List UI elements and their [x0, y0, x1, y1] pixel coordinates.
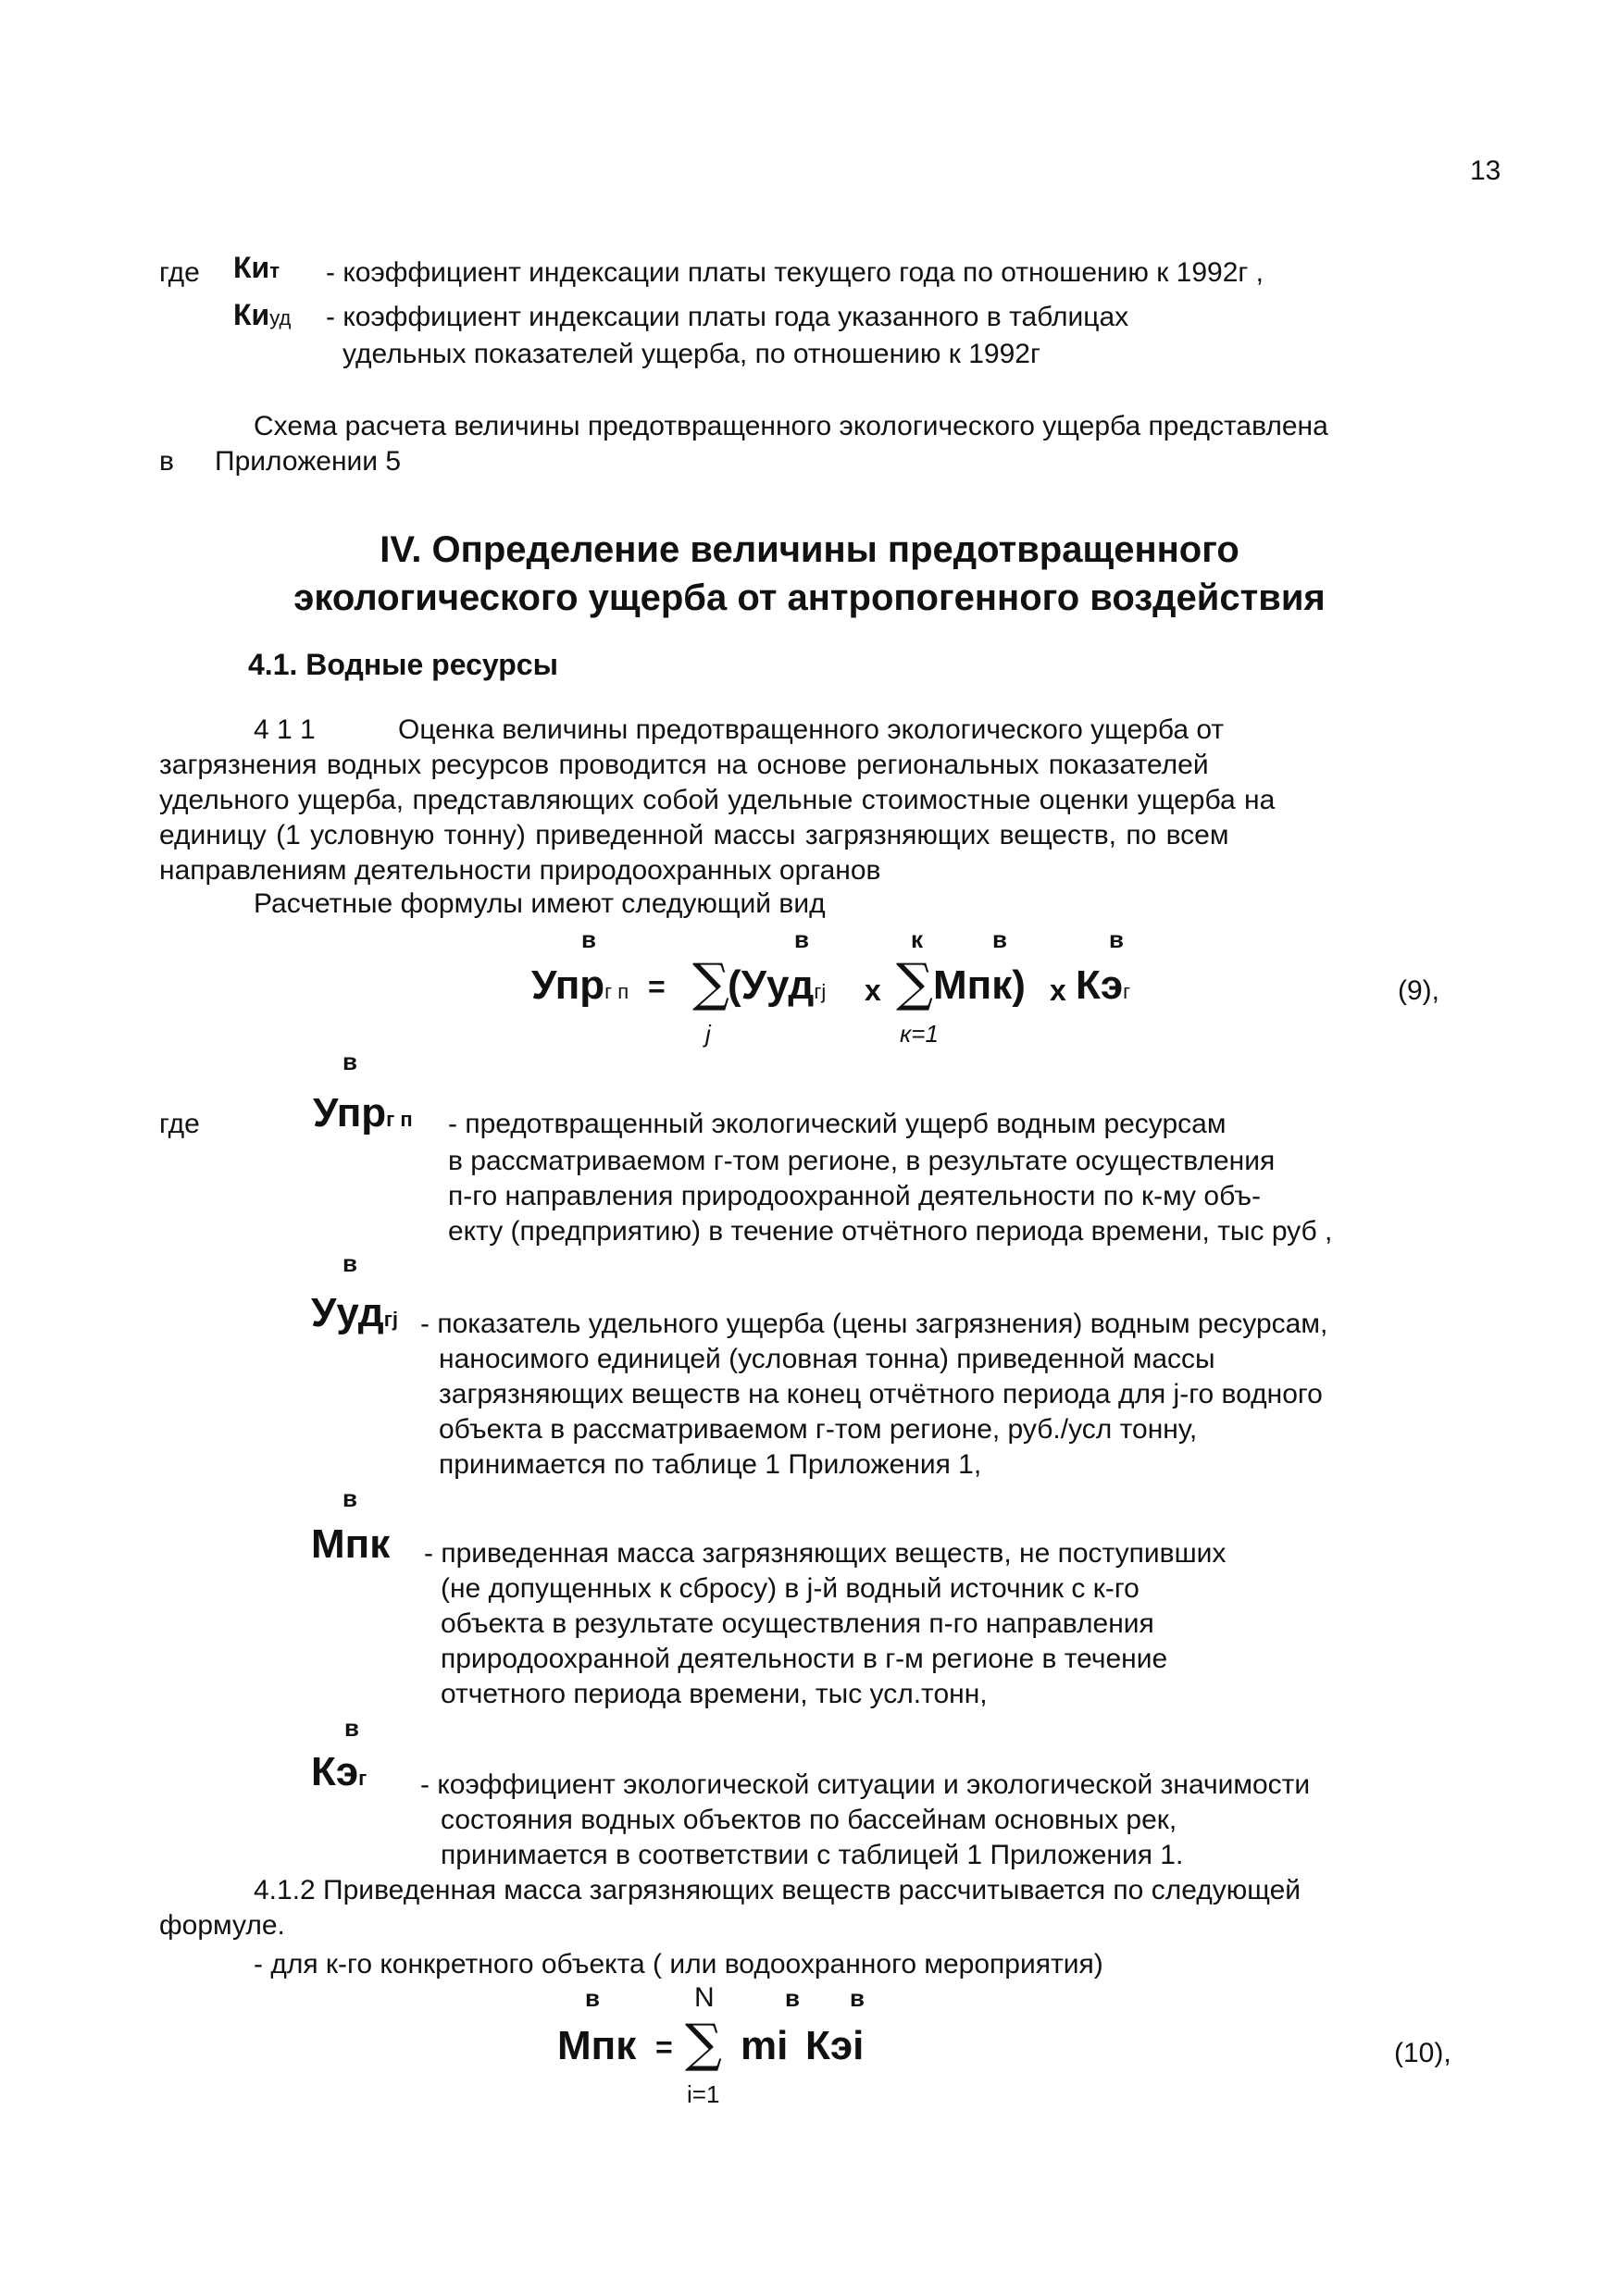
def9-sup-ke: в: [344, 1714, 359, 1742]
def9-symbol-uud: Уудгj: [311, 1290, 398, 1335]
f10-lhs: Мпк: [557, 2023, 637, 2068]
def-symbol-kit: Кит: [233, 251, 280, 284]
f9-term-1: (Уудгj: [728, 962, 827, 1008]
page-number: 13: [1470, 155, 1501, 186]
f9-number: (9),: [1398, 975, 1439, 1006]
section-title-line-1: IV. Определение величины предотвращенного: [380, 529, 1239, 570]
formula-intro: Расчетные формулы имеют следующий вид: [254, 888, 826, 919]
def-text-kiud: - коэффициент индексации платы года указанного в таблицах: [326, 302, 1129, 332]
f10-sup-4: в: [850, 1984, 865, 2012]
para-411-line-4: единицу (1 условную тонну) приведенной массы загрязняющих веществ, по всем: [159, 820, 1229, 850]
def9-ke-line-2: состояния водных объектов по бассейнам основных рек,: [441, 1805, 1177, 1835]
where-label: где: [159, 257, 200, 288]
f9-lhs: Упрг п: [531, 962, 629, 1008]
para-412-line-1: 4.1.2 Приведенная масса загрязняющих веществ рассчитывается по следующей: [254, 1875, 1301, 1905]
f9-sup-1: в: [581, 925, 596, 953]
scheme-line-2: Приложении 5: [215, 446, 402, 477]
f9-eq: =: [648, 970, 666, 1003]
f10-term-2: Кэi: [805, 2023, 865, 2068]
def9-symbol-upr: Упрг п: [313, 1090, 413, 1136]
def-symbol-kiud: Киуд: [233, 298, 292, 331]
section-title-line-2: экологического ущерба от антропогенного воздействия: [293, 577, 1326, 618]
f9-sup-4: в: [992, 925, 1007, 953]
f10-lower: i=1: [687, 2080, 720, 2108]
para-411-num: 4 1 1: [254, 714, 316, 745]
def-text-kit: - коэффициент индексации платы текущего года по отношению к 1992г ,: [326, 257, 1264, 288]
def9-mpk-line-1: - приведенная масса загрязняющих веществ, не поступивших: [424, 1538, 1227, 1569]
def9-uud-line-4: объекта в рассматриваемом г-том регионе, руб./усл тонну,: [439, 1414, 1198, 1445]
para-411-line-2: загрязнения водных ресурсов проводится на основе региональных показателей: [159, 750, 1209, 780]
f9-term-3: Кэг: [1076, 962, 1131, 1008]
def9-uud-line-5: принимается по таблице 1 Приложения 1,: [439, 1449, 982, 1480]
f9-times-1: х: [865, 974, 881, 1007]
f10-number: (10),: [1394, 2038, 1451, 2068]
def9-uud-line-2: наносимого единицей (условная тонна) приведенной массы: [439, 1344, 1215, 1374]
def9-uud-line-1: - показатель удельного ущерба (цены загрязнения) водным ресурсам,: [420, 1309, 1328, 1339]
f10-eq: =: [655, 2030, 673, 2064]
def9-sup-uud: в: [342, 1249, 357, 1277]
f9-lower-1: j: [705, 1020, 711, 1048]
subsection-heading: 4.1. Водные ресурсы: [248, 648, 558, 681]
def9-symbol-mpk: Мпк: [311, 1521, 391, 1567]
bullet-line: - для к-го конкретного объекта ( или водоохранного мероприятия): [254, 1949, 1103, 1980]
def-text-kiud-2: удельных показателей ущерба, по отношению к 1992г: [342, 339, 1040, 369]
def9-upr-line-1: - предотвращенный экологический ущерб водным ресурсам: [448, 1109, 1227, 1139]
f10-sup-2: N: [694, 1982, 715, 2013]
f9-sup-2: в: [794, 925, 809, 953]
scheme-line-1: Схема расчета величины предотвращенного экологического ущерба представлена: [254, 411, 1328, 441]
scheme-line-2-prefix: в: [159, 446, 174, 477]
def9-mpk-line-2: (не допущенных к сбросу) в j-й водный источник с к-го: [441, 1573, 1140, 1604]
para-412-line-2: формуле.: [159, 1910, 285, 1941]
def9-symbol-ke: Кэг: [311, 1749, 367, 1794]
def9-mpk-line-3: объекта в результате осуществления п-го направления: [441, 1608, 1154, 1639]
f9-lower-2: к=1: [900, 1020, 939, 1048]
def9-ke-line-1: - коэффициент экологической ситуации и экологической значимости: [420, 1769, 1311, 1800]
f10-sup-1: в: [585, 1984, 600, 2012]
para-411-line-1: Оценка величины предотвращенного экологического ущерба от: [398, 714, 1225, 745]
where-label-2: где: [159, 1109, 200, 1139]
f9-sup-5: в: [1109, 925, 1124, 953]
para-411-line-5: направлениям деятельности природоохранных органов: [159, 855, 881, 886]
def9-mpk-line-4: природоохранной деятельности в г-м регионе в течение: [441, 1644, 1168, 1674]
def9-upr-line-3: п-го направления природоохранной деятельности по к-му объ-: [448, 1181, 1261, 1211]
def9-upr-line-2: в рассматриваемом г-том регионе, в результате осуществления: [448, 1146, 1276, 1176]
def9-mpk-line-5: отчетного периода времени, тыс усл.тонн,: [441, 1679, 988, 1709]
def9-sup-mpk: в: [342, 1484, 357, 1512]
f9-term-2: Мпк): [933, 962, 1026, 1008]
f9-sigma-1: ∑: [692, 953, 729, 1013]
def9-ke-line-3: принимается в соответствии с таблицей 1 Приложения 1.: [441, 1840, 1184, 1870]
def9-sup-upr: в: [342, 1048, 357, 1075]
f9-sup-3: к: [911, 925, 924, 953]
para-411-line-3: удельного ущерба, представляющих собой удельные стоимостные оценки ущерба на: [159, 785, 1276, 815]
def9-uud-line-3: загрязняющих веществ на конец отчётного периода для j-го водного: [439, 1379, 1323, 1409]
f10-sup-3: в: [785, 1984, 800, 2012]
f9-times-2: х: [1050, 974, 1066, 1007]
f9-sigma-2: ∑: [896, 953, 933, 1013]
f10-term-1: mi: [741, 2023, 789, 2068]
f10-sigma: ∑: [685, 2014, 722, 2074]
def9-upr-line-4: екту (предприятию) в течение отчётного периода времени, тыс руб ,: [448, 1216, 1333, 1247]
